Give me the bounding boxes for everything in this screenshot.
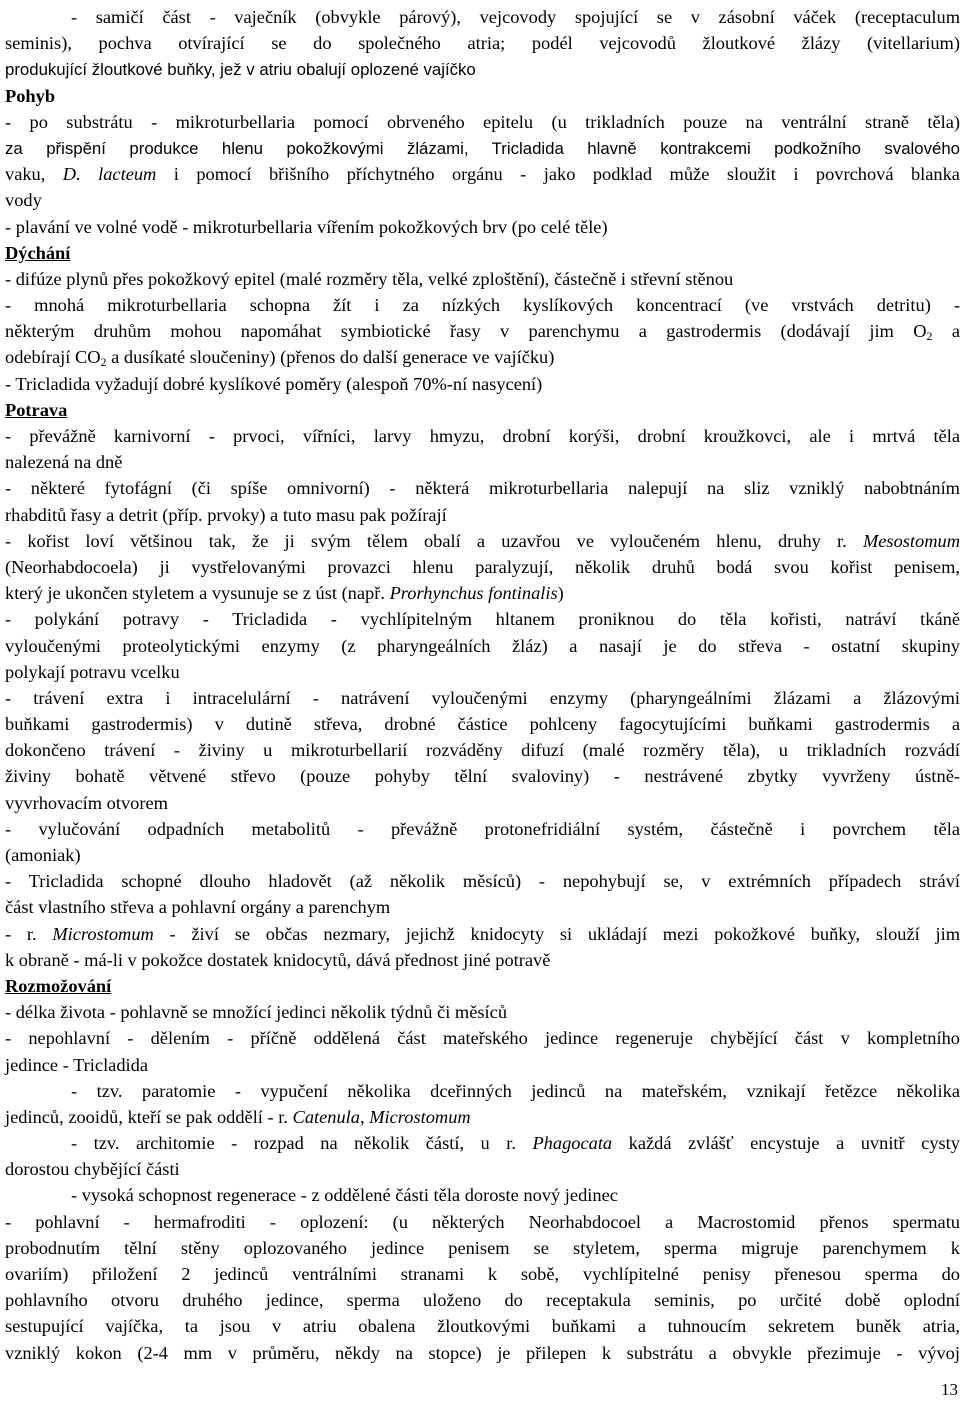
text-line [5,135,960,161]
text-line [5,161,960,187]
italic-term: Prorhynchus fontinalis [389,583,558,604]
text-line [5,371,960,397]
text-run: pohlavního otvoru druhého jedince, sperma uloženo do receptakula seminis, po určité době oplodní [5,1290,960,1311]
text-line [5,790,960,816]
text-run: polykají potravu vcelku [5,661,180,682]
text-run: - délka života - pohlavně se množící jedinci několik týdnů či měsíců [5,1002,508,1023]
text-run: Rozmožování [5,975,112,996]
text-line [5,1052,960,1078]
text-run: jedinců, zooidů, kteří se pak oddělí - r. [5,1106,293,1127]
page-number: 13 [941,1380,958,1399]
text-line [5,475,960,501]
text-line [5,187,960,213]
text-run: Potrava [5,399,68,420]
text-line [5,1078,960,1104]
text-run: - r. [5,923,53,944]
text-line [5,214,960,240]
text-run: - plavání ve volné vodě - mikroturbellaria vířením pokožkových brv (po celé těle) [5,216,608,237]
text-line [5,606,960,632]
text-run: živiny bohatě větvené střevo (pouze pohyby tělní svaloviny) - nestrávené zbytky vyvrženy ústně- [5,766,960,787]
text-run: buňkami gastrodermis) v dutině střeva, drobné částice pohlceny fagocytujícími buňkami gastrodermis a [5,714,960,735]
text-run: - difúze plynů přes pokožkový epitel (malé rozměry těla, velké zploštění), částečně i střevní stěnou [5,268,734,289]
text-line [5,1235,960,1261]
text-run: a dusíkaté sloučeniny) (přenos do další generace ve vajíčku) [106,347,555,368]
text-line [5,763,960,789]
text-run: vody [5,190,42,211]
text-line [5,1182,960,1208]
text-line [5,30,960,56]
document-body [5,4,960,1366]
text-line [5,842,960,868]
text-run: - nepohlavní - dělením - příčně oddělená část mateřského jedince regeneruje chybějící část v kompletního [5,1028,960,1049]
text-run: odebírají CO [5,347,101,368]
text-line [5,659,960,685]
text-run: vzniklý kokon (2-4 mm v průměru, někdy na stopce) je přilepen k substrátu a obvykle přezimuje - vývoj [5,1342,960,1363]
text-line [5,1209,960,1235]
text-run: i pomocí břišního příchytného orgánu - jako podklad může sloužit i povrchová blanka [156,164,960,185]
text-line [5,344,960,370]
text-run: (Neorhabdocoela) ji vystřelovanými provazci hlenu paralyzují, několik druhů bodá svou kořist penisem, [5,556,960,577]
text-run: (amoniak) [5,845,81,865]
text-run: který je ukončen styletem a vysunuje se z úst (např. [5,583,390,604]
italic-term: Microstomum [369,1106,471,1127]
text-line [5,266,960,292]
text-run: - Tricladida schopné dlouho hladovět (až několik měsíců) - nepohybují se, v extrémních případech stráví [5,871,960,892]
text-line [5,449,960,475]
text-line [5,554,960,580]
text-line [5,423,960,449]
italic-term: Phagocata [532,1133,613,1154]
text-run: - samičí část - vaječník (obvykle párový), vejcovody spojující se v zásobní váček (receptaculum [71,7,960,27]
text-run: dorostou chybějící části [5,1159,180,1180]
text-line [5,737,960,763]
text-run: , [359,1106,370,1127]
text-line [5,685,960,711]
text-line [5,1287,960,1313]
text-run: - živí se občas nezmary, jejichž knidocyty si ukládají mezi pokožkové buňky, slouží jim [153,923,960,944]
text-run: k obraně - má-li v pokožce dostatek knidocytů, dává přednost jiné potravě [5,949,551,970]
text-run: některým druhům mohou napomáhat symbiotické řasy v parenchymu a gastrodermis (dodávají jim O [5,321,927,342]
text-run: - trávení extra i intracelulární - natrávení vyloučenými enzymy (pharyngeálními žlázami a žlázovými [5,687,960,708]
text-run: Pohyb [5,85,56,106]
text-run: - mnohá mikroturbellaria schopna žít i za nízkých kyslíkových koncentrací (ve vrstvách detritu) - [5,295,960,316]
text-line [5,868,960,894]
section-heading [5,973,960,999]
text-run: sestupující vajíčka, ta jsou v atriu obalena žloutkovými buňkami a tuhnoucím sekretem buněk atria, [5,1316,960,1337]
text-run: probodnutím tělní stěny oplozovaného jedince penisem se styletem, sperma migruje parenchymem k [5,1237,960,1258]
text-run: vyvrhovacím otvorem [5,792,168,813]
text-run: - vysoká schopnost regenerace - z oddělené části těla doroste nový jedinec [71,1185,618,1206]
text-run: - pohlavní - hermafroditi - oplození: (u některých Neorhabdocoel a Macrostomid přenos spermatu [5,1211,960,1232]
text-run: část vlastního střeva a pohlavní orgány a parenchym [5,897,391,918]
text-run: vyloučenými proteolytickými enzymy (z pharyngeálních žláz) a nasají je do střeva - ostatní skupiny [5,635,960,656]
text-line [5,292,960,318]
text-line [5,580,960,606]
text-run: jedince - Tricladida [5,1054,149,1075]
text-line [5,711,960,737]
text-run: a [932,321,960,342]
text-line [5,947,960,973]
text-run: vaku, [5,164,63,185]
section-heading [5,240,960,266]
text-run: ) [557,583,564,604]
text-line [5,1340,960,1366]
text-run: - Tricladida vyžadují dobré kyslíkové poměry (alespoň 70%-ní nasycení) [5,373,543,394]
text-run: každá zvlášť encystuje a uvnitř cysty [612,1133,960,1154]
italic-term: Catenula [292,1106,360,1127]
subscript: 2 [926,329,933,344]
text-line [5,318,960,344]
text-run: dokončeno trávení - živiny u mikroturbellarií rozváděny difuzí (malé rozměry těla), u trikladních rozvádí [5,740,960,761]
section-heading [5,83,960,109]
text-run: - kořist loví většinou tak, že ji svým tělem obalí a uzavřou ve vyloučeném hlenu, druhy r. [5,530,863,551]
text-run: nalezená na dně [5,452,123,473]
text-run: rhabditů řasy a detrit (příp. prvoky) a tuto masu pak požírají [5,504,447,525]
text-run: - po substrátu - mikroturbellaria pomocí obrveného epitelu (u trikladních pouze na ventrální straně těla) [5,111,960,132]
text-line [5,109,960,135]
text-run: - tzv. paratomie - vypučení několika dceřinných jedinců na mateřském, vznikají řetězce několika [71,1080,960,1101]
text-line [5,921,960,947]
text-line [5,999,960,1025]
text-run: ovariím) přiložení 2 jedinců ventrálními stranami k sobě, vychlípitelné penisy přenesou sperma do [5,1264,960,1284]
text-line [5,56,960,82]
text-line [5,1156,960,1182]
italic-term: Mesostomum [862,530,960,551]
text-line [5,894,960,920]
text-run: seminis), pochva otvírající se do společného atria; podél vejcovodů žloutkové žlázy (vitellarium) [5,33,960,54]
text-line [5,1261,960,1287]
text-run: - převážně karnivorní - prvoci, vířníci, larvy hmyzu, drobní korýši, drobní kroužkovci, ale i mrtvá těla [5,426,960,446]
italic-term: Microstomum [52,923,154,944]
text-line [5,816,960,842]
text-run: za přispění produkce hlenu pokožkovými žlázami, Tricladida hlavně kontrakcemi podkožního svalového [5,138,960,158]
text-line [5,1025,960,1051]
text-run: - vylučování odpadních metabolitů - převážně protonefridiální systém, částečně i povrchem těla [5,818,960,839]
text-line [5,4,960,30]
text-run: Dýchání [5,242,71,263]
text-line [5,1104,960,1130]
italic-term: D. lacteum [62,164,157,185]
text-line [5,633,960,659]
text-line [5,1130,960,1156]
subscript: 2 [100,355,107,370]
text-run: produkující žloutkové buňky, jež v atriu obalují oplozené vajíčko [5,60,476,80]
text-run: - některé fytofágní (či spíše omnivorní) - některá mikroturbellaria nalepují na sliz vzniklý nabobtnáním [5,478,960,499]
text-line [5,528,960,554]
text-run: - polykání potravy - Tricladida - vychlípitelným hltanem proniknou do těla kořisti, natráví tkáně [5,609,960,630]
text-line [5,1313,960,1339]
text-line [5,502,960,528]
section-heading [5,397,960,423]
text-run: - tzv. architomie - rozpad na několik částí, u r. [71,1133,533,1154]
